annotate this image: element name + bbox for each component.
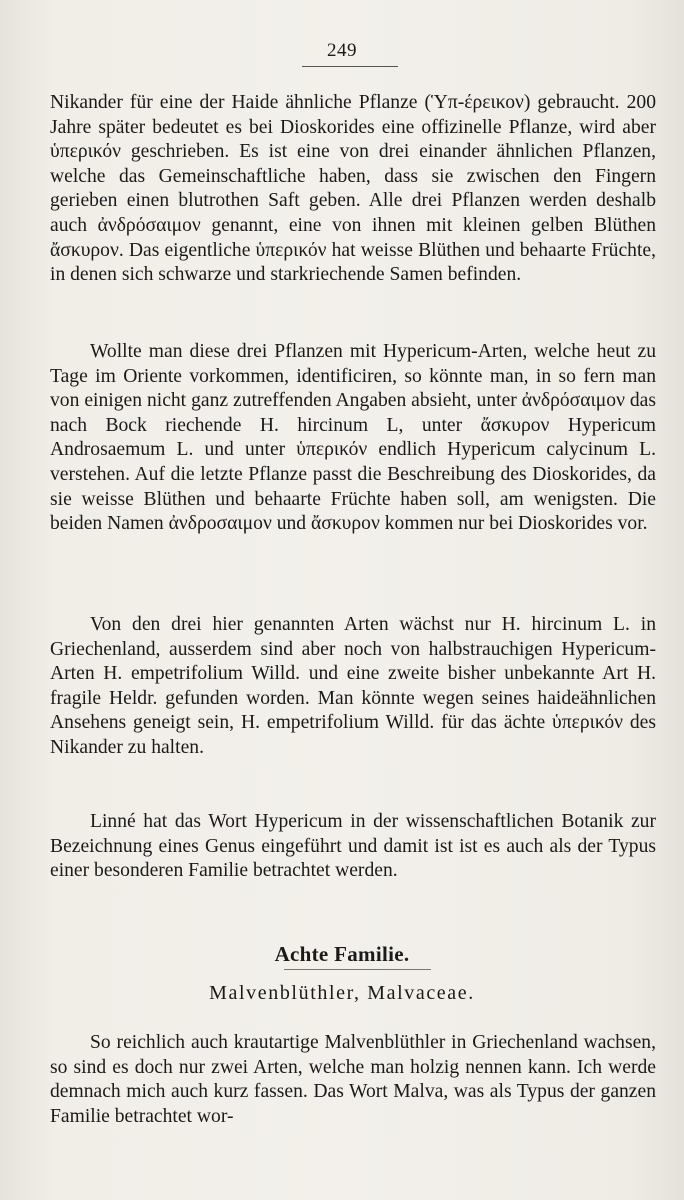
paragraph-block-5	[50, 1031, 656, 1129]
paragraph-block-4	[50, 810, 656, 884]
paragraph-greek-species: Von den drei hier genannten Arten wächst nur H. hircinum L. in Griechenland, ausserdem sind aber noch von halbstrauchigen Hypericum-Arten H. empetrifolium Willd. und eine zweite bisher unbekannte Art H. fragile Heldr. gefunden worden. Man könnte wegen seines haideähnlichen Ansehens geneigt sein, H. empetrifolium Willd. für das ächte ὑπερικόν des Nikander zu halten.	[50, 614, 656, 758]
heading-rule	[284, 969, 431, 970]
header-rule	[302, 66, 398, 67]
paragraph-malvaceae-intro: So reichlich auch krautartige Malvenblüthler in Griechenland wachsen, so sind es doch nur zwei Arten, welche man holzig nennen kann. Ich werde demnach mich auch kurz fassen. Das Wort Malva, was als Typus der ganzen Familie betrachtet wor-	[50, 1032, 656, 1127]
paragraph-block-1	[50, 91, 656, 288]
paragraph-continuation: Nikander für eine der Haide ähnliche Pflanze (Ὑπ-έρεικον) gebraucht. 200 Jahre später bedeutet es bei Dioskorides eine offizinelle Pflanze, wird aber ὑπερικόν geschrieben. Es ist eine von drei einander ähnlichen Pflanzen, welche das Gemeinschaftliche haben, dass sie zwischen den Fingern gerieben einen blutrothen Saft geben. Alle drei Pflanzen werden deshalb auch ἀνδρόσαιμον genannt, eine von ihnen mit kleinen gelben Blüthen ἄσκυρον. Das eigentliche ὑπερικόν hat weisse Blüthen und behaarte Früchte, in denen sich schwarze und starkriechende Samen befinden.	[50, 92, 656, 286]
paragraph-block-3	[50, 613, 656, 761]
page-number: 249	[327, 40, 357, 61]
paragraph-block-2	[50, 340, 656, 537]
section-heading: Achte Familie.	[274, 942, 410, 966]
section-subheading: Malvenblüthler, Malvaceae.	[209, 982, 475, 1004]
paragraph-linne: Linné hat das Wort Hypericum in der wissenschaftlichen Botanik zur Bezeichnung eines Genus eingeführt und damit ist ist es auch als der Typus einer besonderen Familie betrachtet werden.	[50, 811, 656, 882]
paragraph-hypericum-identification: Wollte man diese drei Pflanzen mit Hypericum-Arten, welche heut zu Tage im Oriente vorkommen, identificiren, so könnte man, in so fern man von einigen nicht ganz zutreffenden Angaben absieht, unter ἀνδρόσαιμον das nach Bock riechende H. hircinum L, unter ἄσκυρον Hypericum Androsaemum L. und unter ὑπερικόν endlich Hypericum calycinum L. verstehen. Auf die letzte Pflanze passt die Beschreibung des Dioskorides, da sie weisse Blüthen und behaarte Früchte haben soll, am wenigsten. Die beiden Namen ἀνδροσαιμον und ἄσκυρον kommen nur bei Dioskorides vor.	[50, 341, 656, 535]
